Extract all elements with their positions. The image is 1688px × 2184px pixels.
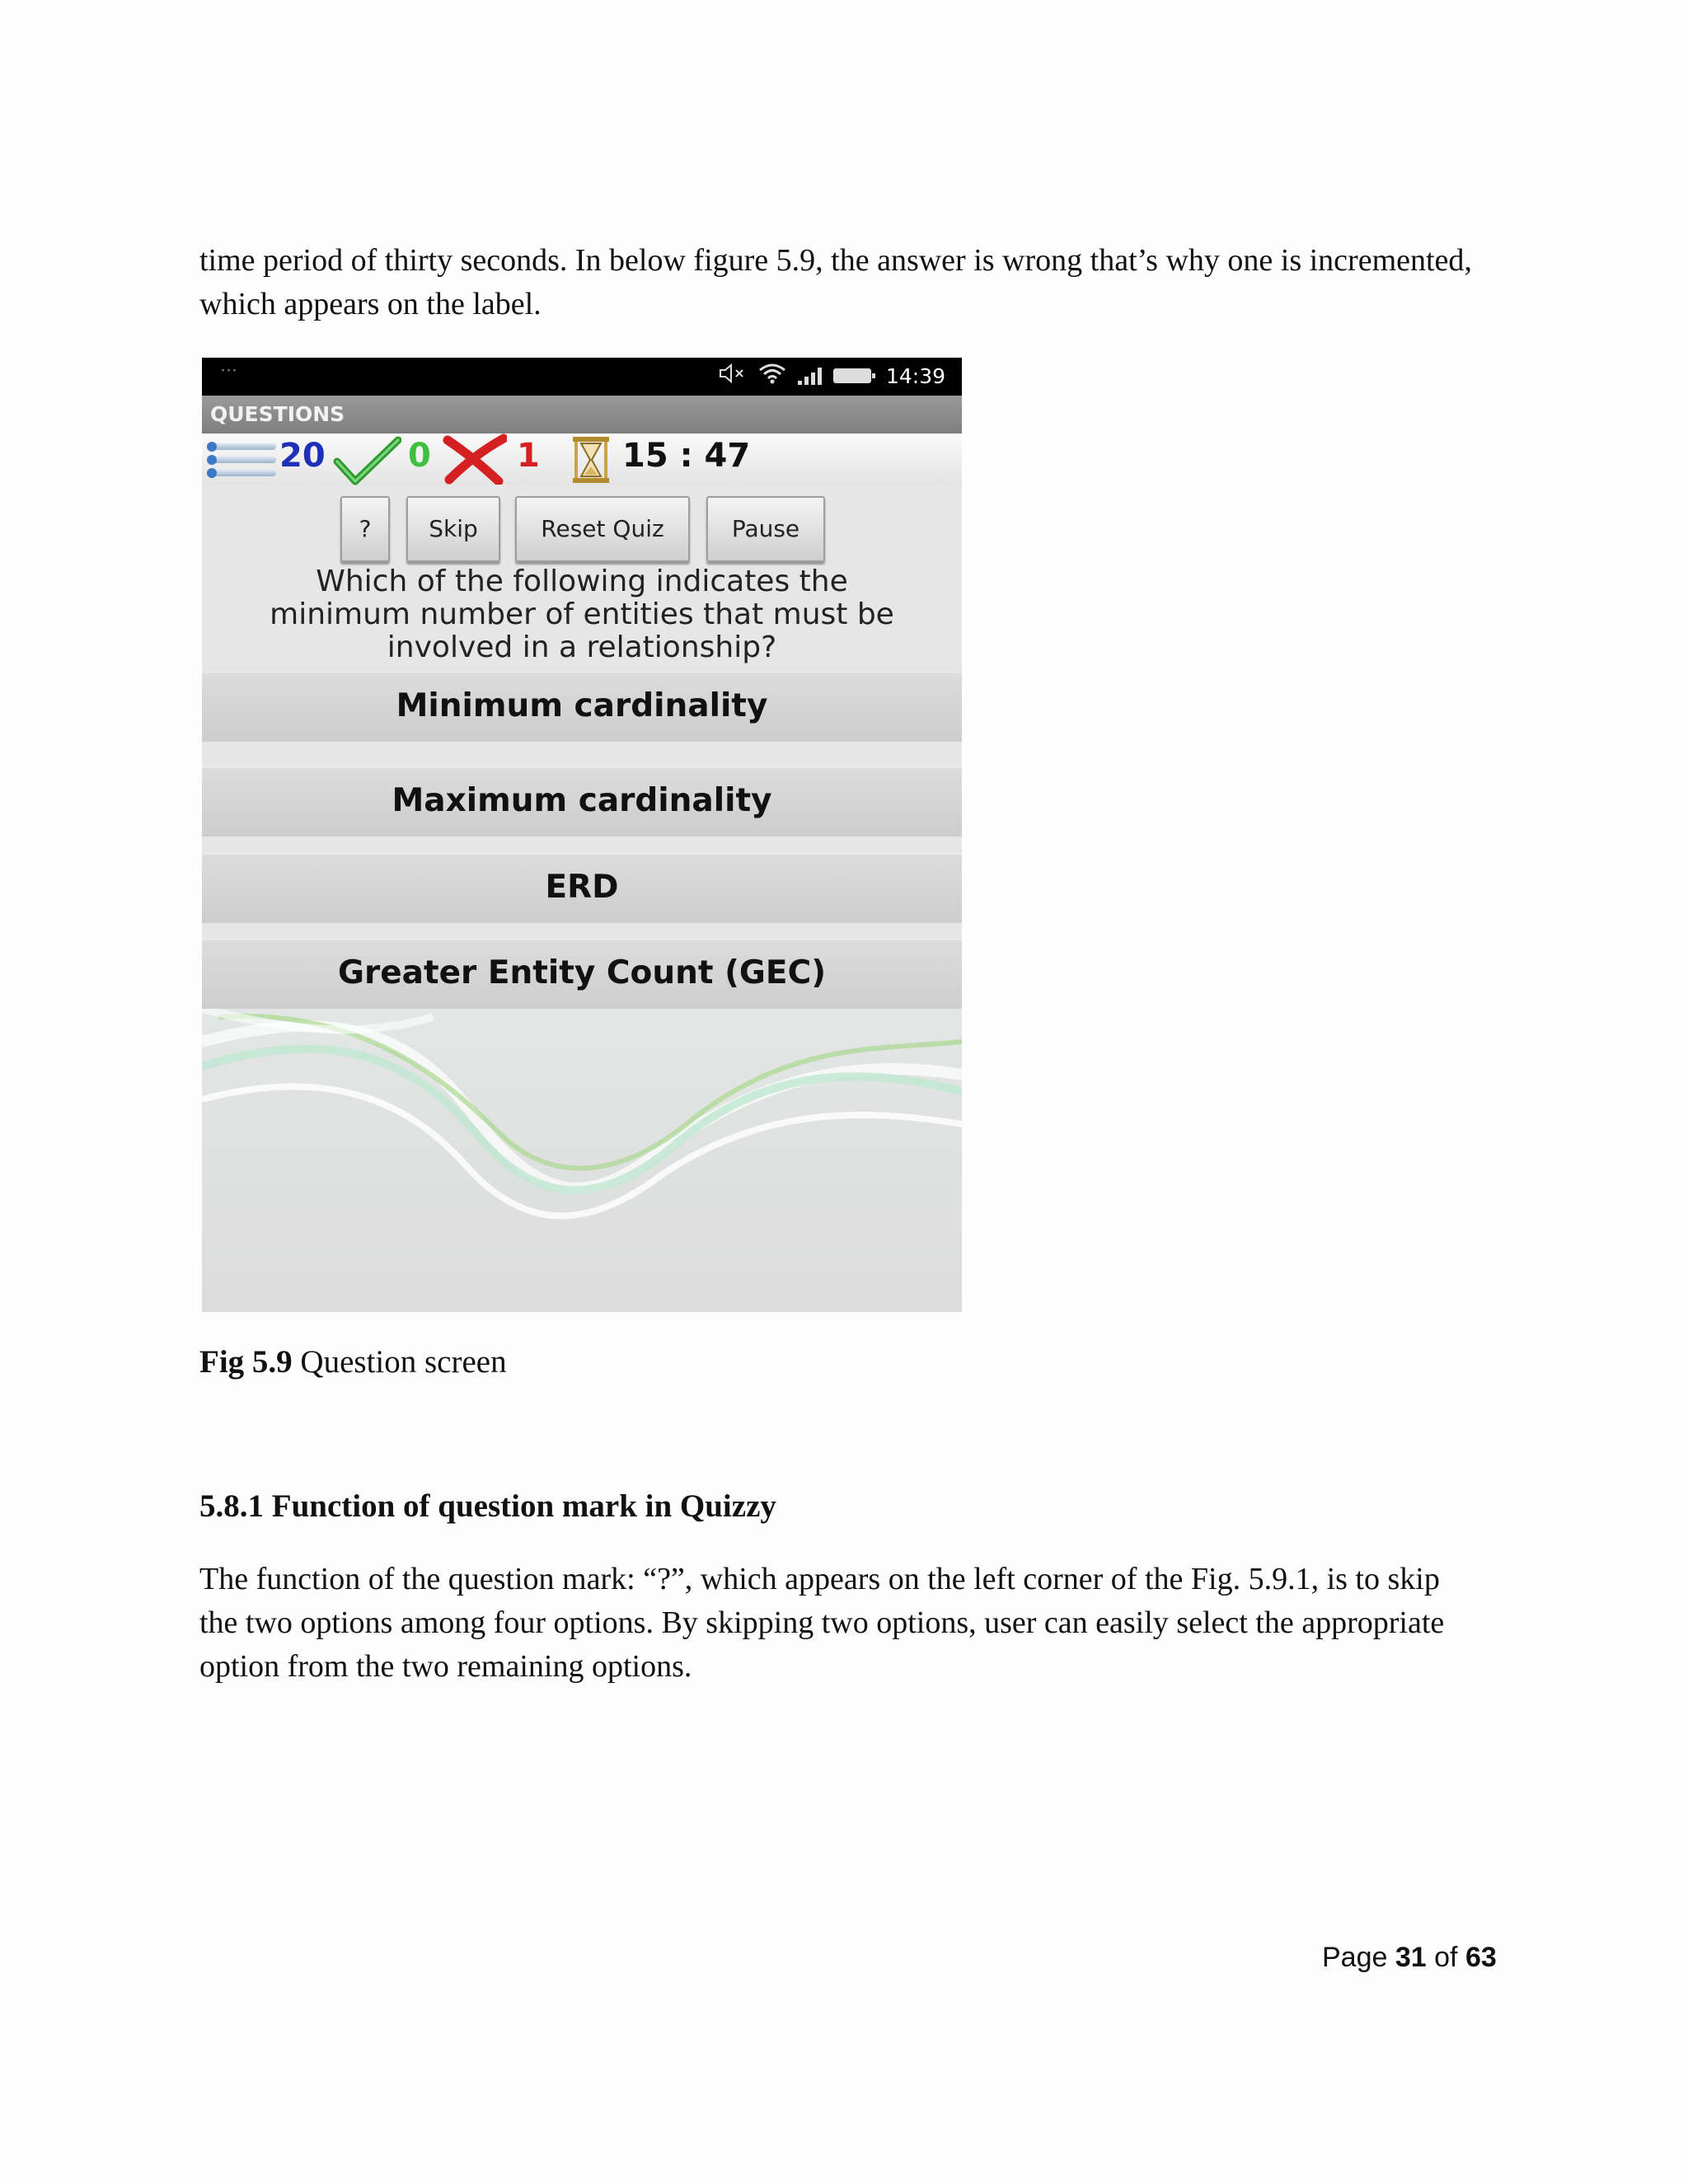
question-line: minimum number of entities that must be: [270, 598, 894, 631]
wave-background: [202, 1009, 962, 1312]
hourglass-icon: [570, 435, 612, 485]
notification-dots: ···: [220, 361, 237, 382]
option-2[interactable]: Maximum cardinality: [202, 766, 962, 837]
page-footer: [1322, 1942, 1497, 1974]
skip-button[interactable]: Skip: [406, 496, 500, 562]
figure-caption: [199, 1343, 507, 1380]
action-buttons: [202, 485, 962, 559]
of-word: of: [1434, 1942, 1458, 1973]
page-number: 31: [1395, 1942, 1427, 1973]
correct-count: 0: [408, 437, 431, 475]
question-list-icon[interactable]: [207, 438, 276, 483]
question-text: [202, 565, 962, 664]
mute-icon: [719, 363, 747, 388]
stats-row: [202, 434, 962, 485]
body-paragraph: The function of the question mark: “?”, which appears on the left corner of the Fig. 5.9.1, is to skip the two options among four options. By skipping two options, user can easily select the appropriate option from the two remaining options.: [199, 1562, 1445, 1684]
wrong-x-icon: [441, 434, 507, 485]
page-word: Page: [1322, 1942, 1388, 1973]
question-line: Which of the following indicates the: [316, 565, 848, 598]
pause-button[interactable]: Pause: [706, 496, 825, 562]
quiz-screenshot: [202, 358, 962, 1312]
intro-paragraph: time period of thirty seconds. In below figure 5.9, the answer is wrong that’s why one is incremented, which appears on the label.: [199, 243, 1472, 321]
help-button[interactable]: ?: [340, 496, 390, 562]
signal-icon: [798, 367, 822, 385]
option-1[interactable]: Minimum cardinality: [202, 671, 962, 742]
wrong-count: 1: [517, 437, 540, 475]
wifi-icon: [758, 363, 786, 389]
total-pages: 63: [1465, 1942, 1497, 1973]
total-questions-count: 20: [279, 437, 326, 475]
screen-title: QUESTIONS: [202, 396, 962, 434]
battery-icon: [833, 368, 871, 383]
reset-quiz-button[interactable]: Reset Quiz: [515, 496, 690, 562]
section-heading: 5.8.1 Function of question mark in Quizzy: [199, 1488, 776, 1524]
option-3[interactable]: ERD: [202, 852, 962, 923]
check-icon: [332, 435, 401, 486]
clock: 14:39: [885, 364, 945, 388]
timer: 15 : 47: [622, 437, 751, 475]
caption-text: Question screen: [292, 1344, 507, 1380]
question-line: involved in a relationship?: [387, 630, 777, 664]
option-4[interactable]: Greater Entity Count (GEC): [202, 938, 962, 1009]
status-bar: [202, 358, 962, 396]
caption-label: Fig 5.9: [199, 1344, 293, 1380]
